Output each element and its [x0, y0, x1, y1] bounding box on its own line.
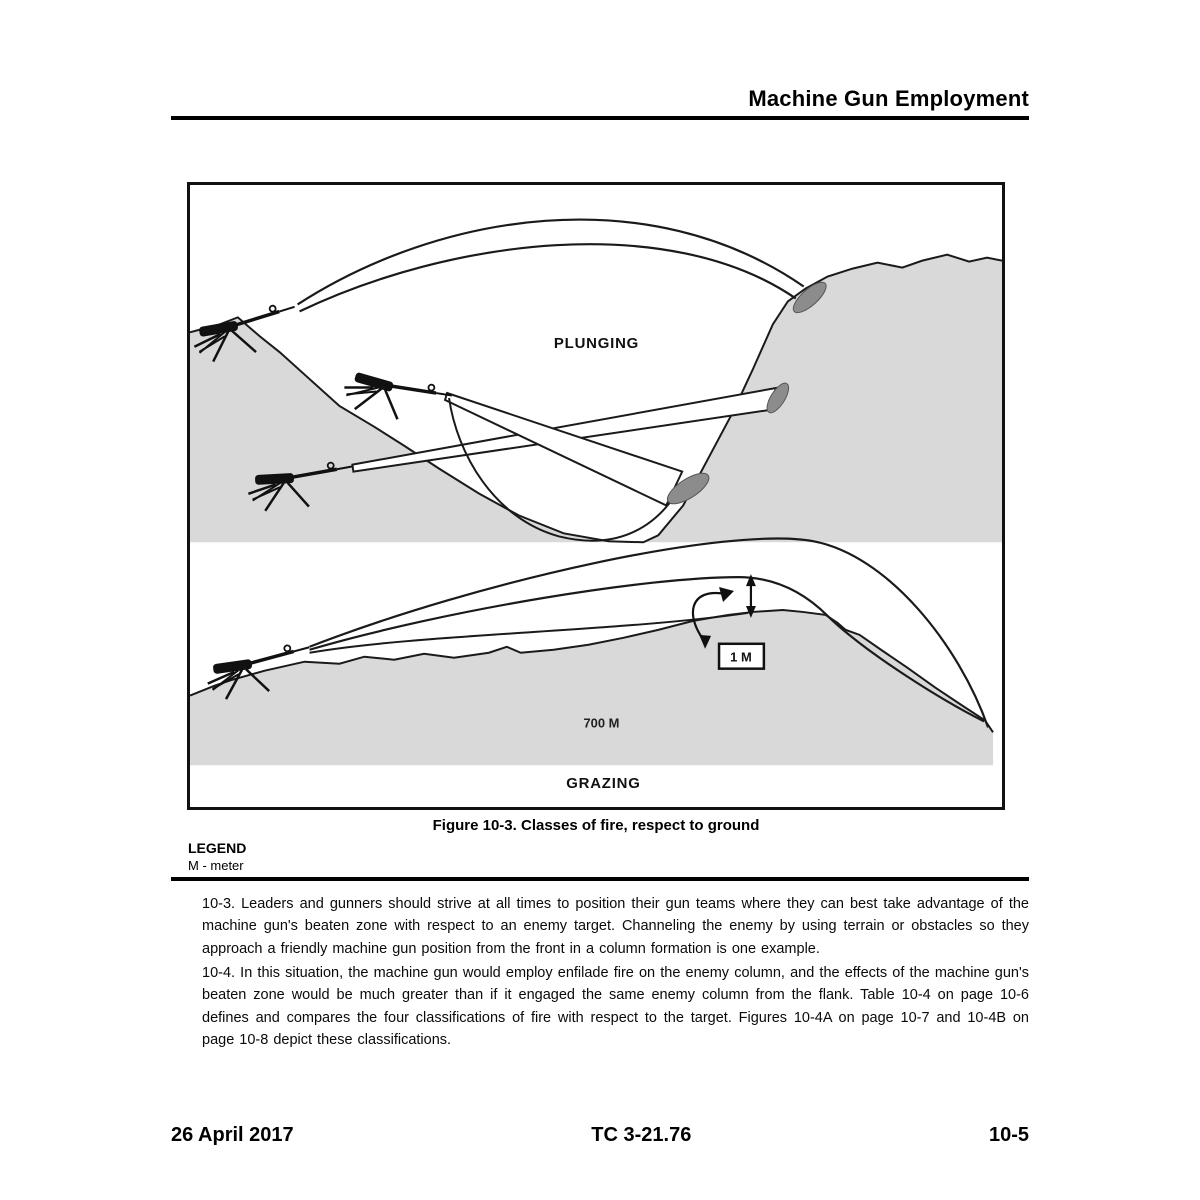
plunging-terrain-fill	[190, 255, 1002, 543]
figure-10-3	[187, 182, 1005, 810]
figure-caption: Figure 10-3. Classes of fire, respect to ground	[432, 817, 760, 834]
plunging-arc-lower	[300, 244, 796, 311]
range-label: 700 M	[583, 715, 620, 731]
legend-rule	[171, 877, 1029, 881]
page-footer	[171, 1124, 1029, 1147]
footer-date: 26 April 2017	[171, 1124, 294, 1146]
header-rule	[171, 116, 1029, 120]
plunging-arc-upper	[298, 220, 804, 305]
plunging-label: PLUNGING	[553, 335, 640, 353]
footer-doc-number: TC 3-21.76	[591, 1124, 692, 1146]
legend-title: LEGEND	[188, 840, 247, 856]
paragraph-10-4: 10-4. In this situation, the machine gun would employ enfilade fire on the enemy column, and the effects of the machine gun's beaten zone would be much greater than if it engaged the same enemy column from the flank. Table 10-4 on page 10-6 defines and compares the four classifications of fire with respect to the target. Figures 10-4A on page 10-7 and 10-4B on page 10-8 depict these classifications.	[202, 965, 1029, 1049]
grazing-label: GRAZING	[566, 775, 641, 793]
legend-item-meter: M - meter	[188, 858, 244, 873]
grazing-terrain-fill	[190, 610, 993, 765]
footer-page-number: 10-5	[988, 1124, 1029, 1146]
paragraph-10-3: 10-3. Leaders and gunners should strive at all times to position their gun teams where they can best take advantage of the machine gun's beaten zone with respect to an enemy target. Channeling the enemy by using terrain or obstacles so they approach a friendly machine gun position from the front in a column formation is one example.	[202, 896, 1029, 957]
header-title: Machine Gun Employment	[748, 86, 1029, 111]
classes-of-fire-diagram	[190, 185, 1002, 807]
height-label: 1 M	[730, 649, 752, 665]
